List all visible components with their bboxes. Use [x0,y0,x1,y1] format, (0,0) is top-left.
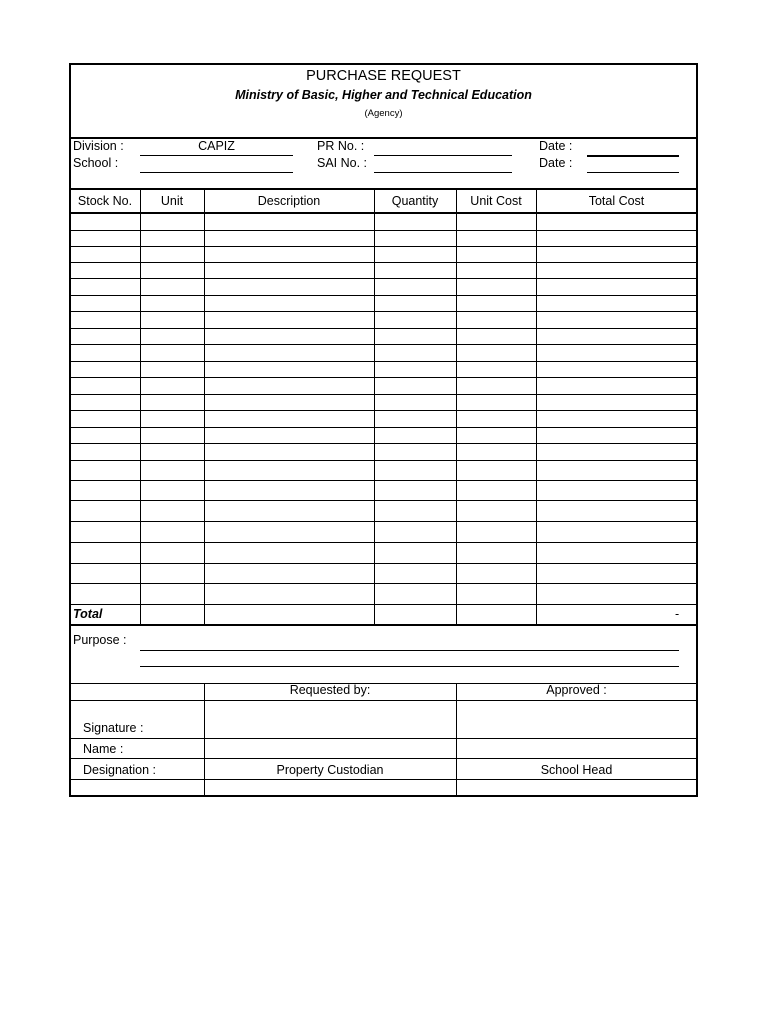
table-row[interactable] [71,312,697,328]
ministry-name: Ministry of Basic, Higher and Technical Education [235,88,532,102]
table-row[interactable] [71,378,697,394]
requested-signature-field[interactable] [205,701,456,738]
name-label: Name : [83,742,124,756]
designation-line [70,779,697,780]
column-header-total-cost: Total Cost [588,194,645,208]
table-row[interactable] [71,395,697,410]
table-row[interactable] [71,428,697,443]
requested-by-heading: Requested by: [289,683,371,697]
approved-signature-field[interactable] [457,701,697,738]
info-divider [70,188,697,190]
table-row[interactable] [71,329,697,344]
approved-heading: Approved : [546,683,607,697]
division-label: Division : [73,139,124,153]
column-header-unit: Unit [160,194,184,208]
requested-designation: Property Custodian [276,763,384,777]
signature-label: Signature : [83,721,144,735]
date-field-2[interactable] [587,172,679,173]
pr-no-label: PR No. : [317,139,365,153]
sai-no-field[interactable] [374,172,512,173]
table-row[interactable] [71,362,697,377]
table-row[interactable] [71,213,697,230]
table-row[interactable] [71,296,697,311]
approved-name-field[interactable] [457,739,697,758]
total-divider [70,624,697,626]
purpose-label: Purpose : [73,633,127,647]
pr-no-field[interactable] [374,155,512,156]
form-title: PURCHASE REQUEST [306,68,461,84]
purpose-line-1[interactable] [140,650,679,651]
column-header-quantity: Quantity [391,194,439,208]
total-label: Total [73,607,103,621]
table-row[interactable] [71,247,697,262]
table-row[interactable] [71,411,697,427]
table-row[interactable] [71,345,697,361]
date-label-1: Date : [539,139,573,153]
table-row[interactable] [71,231,697,246]
purpose-line-2[interactable] [140,666,679,667]
date-field-1[interactable] [587,155,679,157]
division-underline [140,155,293,156]
table-row[interactable] [71,481,697,500]
school-field[interactable] [140,172,293,173]
column-header-stock-no: Stock No. [77,194,133,208]
requested-name-field[interactable] [205,739,456,758]
table-row[interactable] [71,543,697,563]
column-header-description: Description [257,194,321,208]
table-row[interactable] [71,564,697,583]
date-label-2: Date : [539,156,573,170]
column-header-unit-cost: Unit Cost [470,194,522,208]
designation-label: Designation : [83,763,156,777]
table-row[interactable] [71,461,697,480]
table-row[interactable] [71,444,697,460]
table-row[interactable] [71,279,697,295]
agency-caption: (Agency) [364,108,403,119]
approved-designation: School Head [540,763,613,777]
table-row[interactable] [71,501,697,521]
table-row-line [70,604,697,605]
table-row[interactable] [71,263,697,278]
total-value: - [675,607,680,621]
sai-no-label: SAI No. : [317,156,368,170]
table-row[interactable] [71,584,697,604]
division-value[interactable]: CAPIZ [198,139,235,153]
school-label: School : [73,156,119,170]
name-line [70,758,697,759]
table-row[interactable] [71,522,697,542]
